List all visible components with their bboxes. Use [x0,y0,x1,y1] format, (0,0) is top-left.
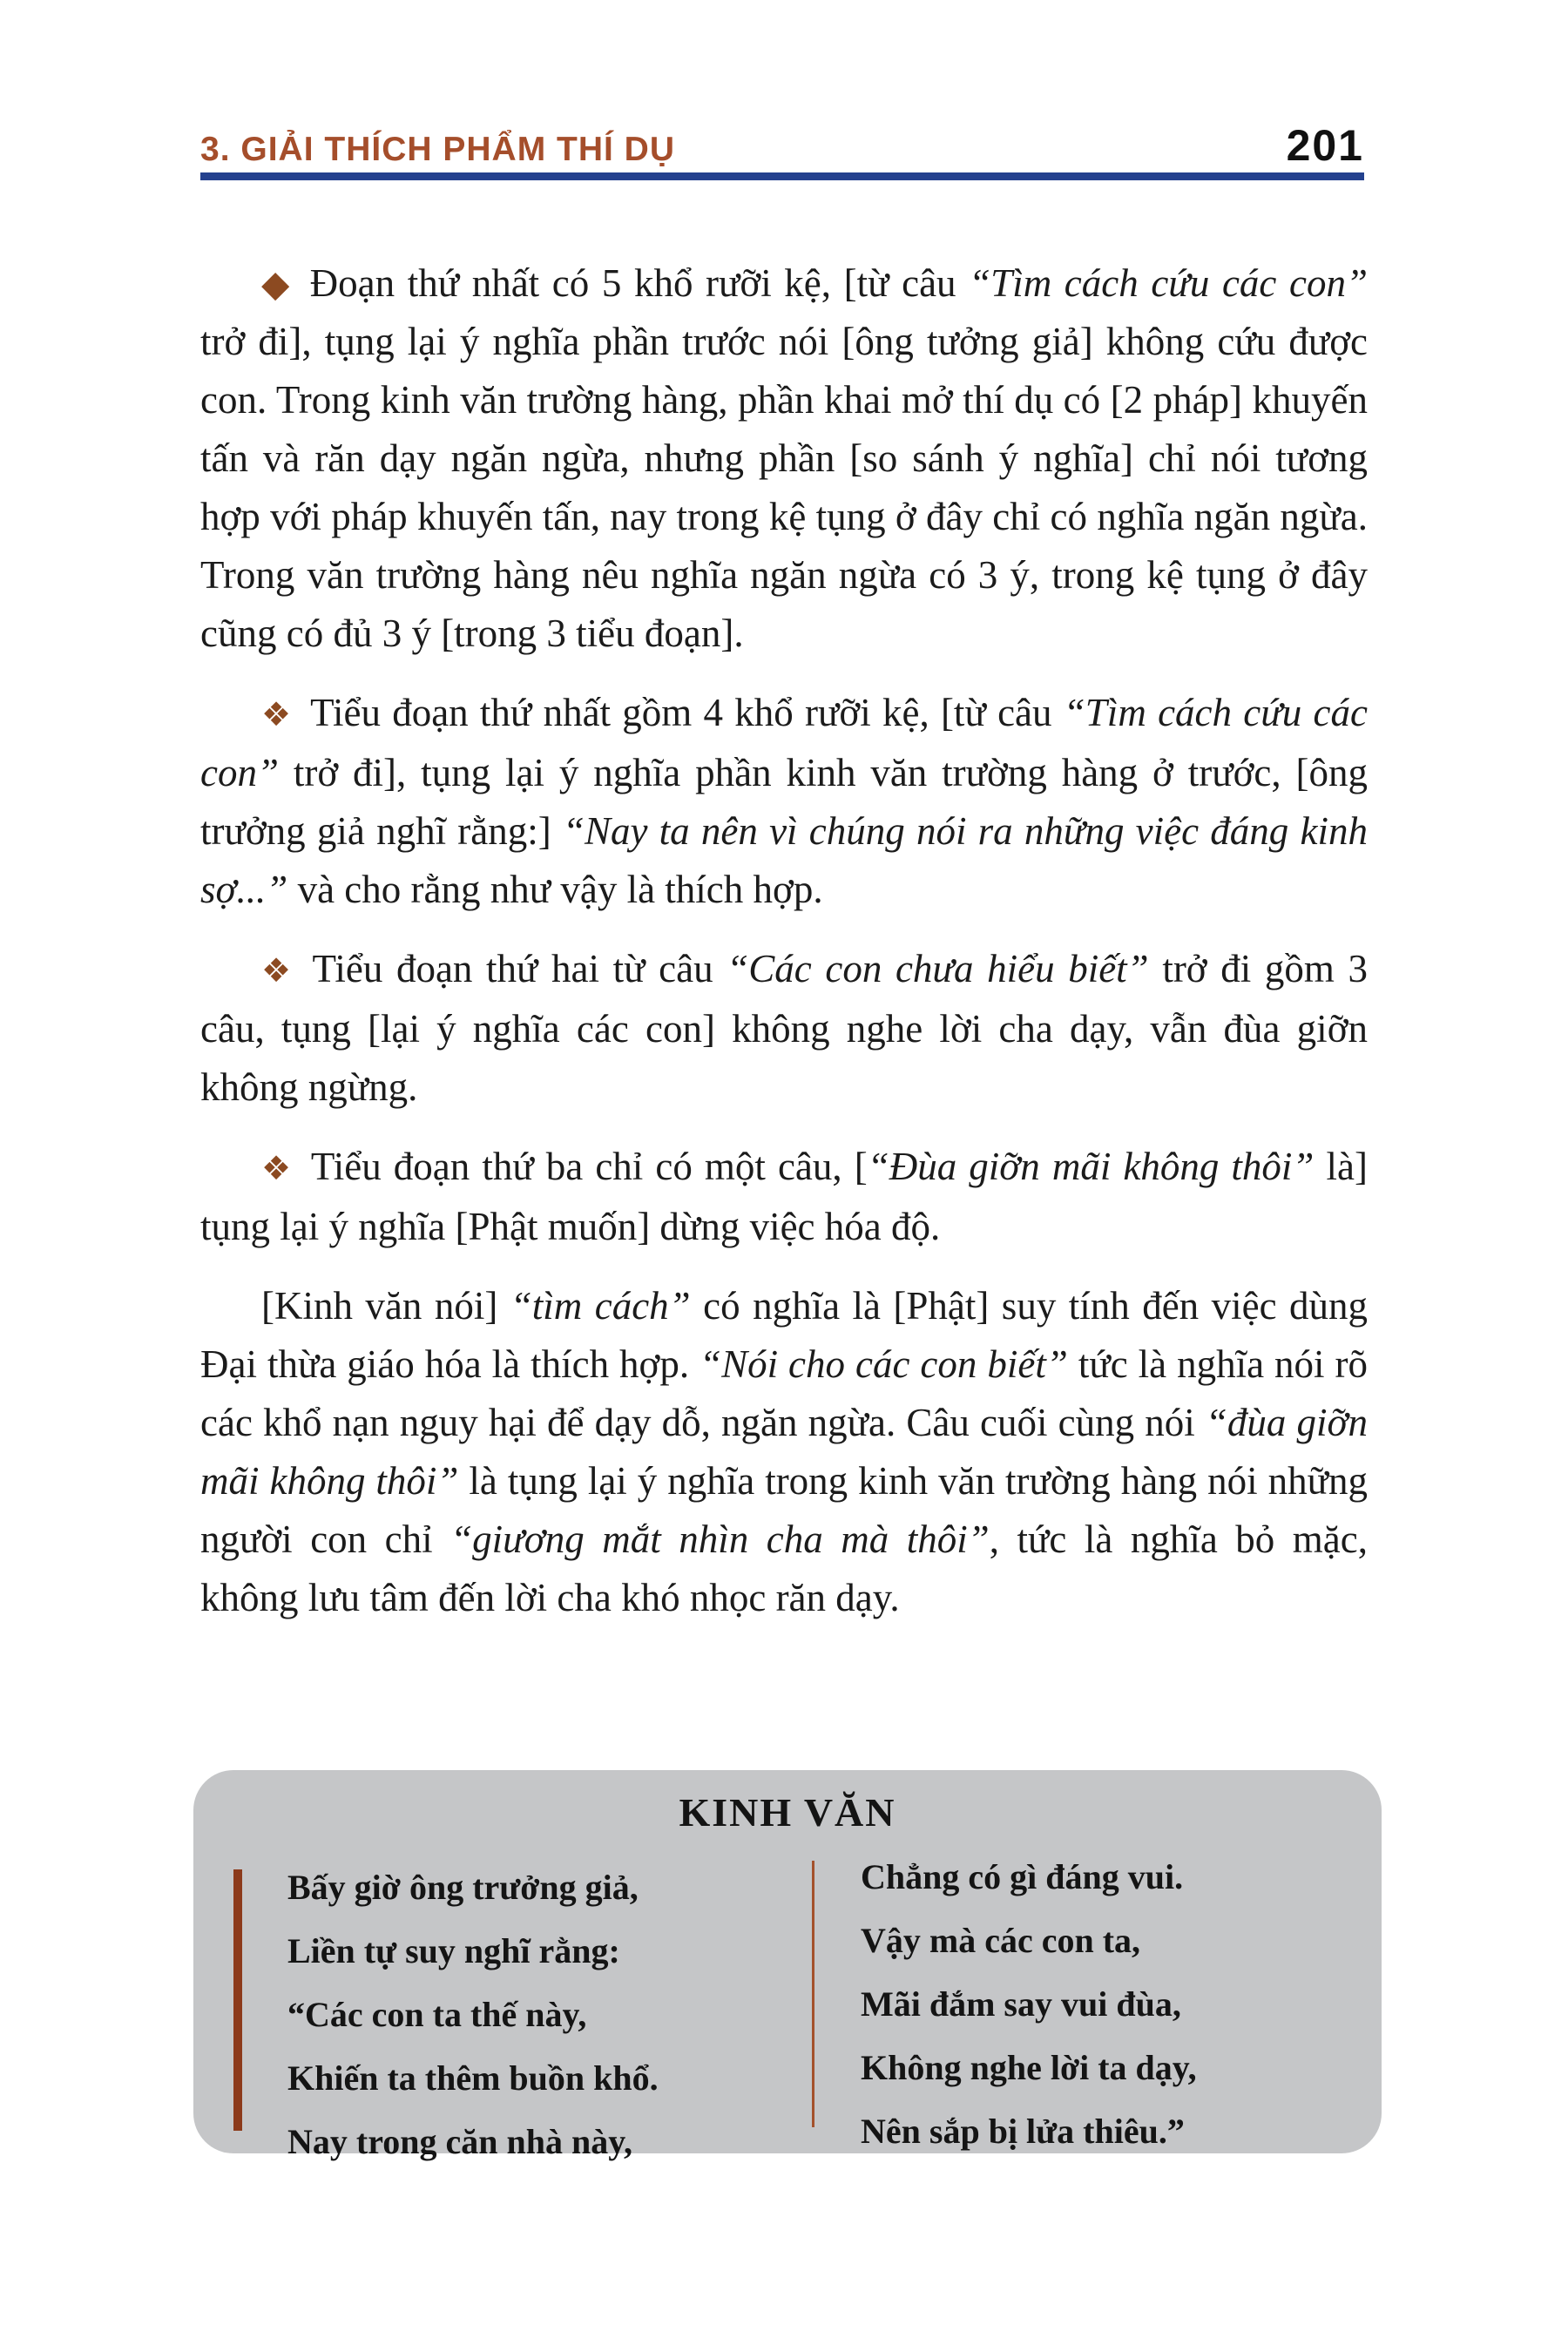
four-diamond-bullet-icon: ❖ [261,695,294,733]
verse-column-right [861,1845,1366,2163]
four-diamond-bullet-icon: ❖ [261,951,295,990]
text-run: trở đi gồm 3 câu, tụng [lại ý nghĩa các con] không nghe lời cha dạy, vẫn đùa giỡn không ngừng. [200,947,1368,1109]
paragraph [200,254,1368,663]
kinh-van-title: KINH VĂN [679,1790,896,1835]
quoted-phrase: “giương mắt nhìn cha mà thôi” [450,1517,990,1561]
column-divider [812,1861,814,2127]
quoted-phrase: “Tìm cách cứu các con” [200,691,1368,794]
verse-accent-bar [233,1869,242,2131]
text-run: trở đi], tụng lại ý nghĩa phần trước nói [ông tưởng giả] không cứu được con. Trong kinh văn trường hàng, phần khai mở thí dụ có [2 pháp] khuyến tấn và răn dạy ngăn ngừa, nhưng phần [so sánh ý nghĩa] chỉ nói tương hợp với pháp khuyến tấn, nay trong kệ tụng ở đây chỉ có nghĩa ngăn ngừa. Trong văn trường hàng nêu nghĩa ngăn ngừa có 3 ý, trong kệ tụng ở đây cũng có đủ 3 ý [trong 3 tiểu đoạn]. [200,320,1368,655]
verse-line: Liền tự suy nghĩ rằng: [287,1931,620,1970]
verse-line: Khiến ta thêm buồn khổ. [287,2058,659,2098]
verse-line: Bấy giờ ông trưởng giả, [287,1868,639,1907]
verse-line: Chẳng có gì đáng vui. [861,1857,1184,1896]
quoted-phrase: “tìm cách” [510,1284,691,1328]
quoted-phrase: “Nay ta nên vì chúng nói ra những việc đáng kinh sợ...” [200,809,1368,911]
verse-line: Mãi đắm say vui đùa, [861,1984,1181,2024]
quoted-phrase: “Tìm cách cứu các con” [969,261,1368,305]
verse-line: Nên sắp bị lửa thiêu.” [861,2112,1185,2151]
verse-line: “Các con ta thế này, [287,1995,587,2034]
verse-line: Vậy mà các con ta, [861,1921,1141,1960]
quoted-phrase: “Các con chưa hiểu biết” [727,947,1149,990]
quoted-phrase: “Đùa giỡn mãi không thôi” [867,1145,1315,1188]
verse-column-left [287,1855,793,2173]
quoted-phrase: “Nói cho các con biết” [700,1342,1068,1386]
paragraph [200,940,1368,1117]
four-diamond-bullet-icon: ❖ [261,1149,294,1187]
verse-line: Nay trong căn nhà này, [287,2122,633,2161]
text-run: là] tụng lại ý nghĩa [Phật muốn] dừng việc hóa độ. [200,1145,1368,1248]
section-title: 3. GIẢI THÍCH PHẨM THÍ DỤ [200,131,676,168]
text-run: tức là nghĩa nói rõ các khổ nạn nguy hại để dạy dỗ, ngăn ngừa. Câu cuối cùng nói [200,1342,1368,1444]
quoted-phrase: “đùa giỡn mãi không thôi” [200,1401,1368,1503]
text-run: trở đi], tụng lại ý nghĩa phần kinh văn trường hàng ở trước, [ông trưởng giả nghĩ rằng:] [200,751,1368,853]
text-run: Tiểu đoạn thứ hai từ câu [312,947,727,990]
paragraph [200,684,1368,919]
text-run: Tiểu đoạn thứ nhất gồm 4 khổ rưỡi kệ, [từ câu [310,691,1064,734]
text-run: có nghĩa là [Phật] suy tính đến việc dùng Đại thừa giáo hóa là thích hợp. [200,1284,1368,1386]
text-run: [Kinh văn nói] [261,1284,510,1328]
header-rule [200,172,1364,180]
text-run: , tức là nghĩa bỏ mặc, không lưu tâm đến lời cha khó nhọc răn dạy. [200,1517,1368,1619]
text-run: và cho rằng như vậy là thích hợp. [287,868,823,911]
text-run: là tụng lại ý nghĩa trong kinh văn trường hàng nói những người con chỉ [200,1459,1368,1561]
text-run: Tiểu đoạn thứ ba chỉ có một câu, [ [310,1145,868,1188]
diamond-bullet-icon: ◆ [261,262,293,305]
verse-line: Không nghe lời ta dạy, [861,2048,1197,2087]
text-run: Đoạn thứ nhất có 5 khổ rưỡi kệ, [từ câu [309,261,970,305]
paragraph [200,1277,1368,1627]
body-paragraphs [200,254,1368,1648]
paragraph [200,1138,1368,1256]
kinh-van-box [193,1770,1382,2161]
page-number: 201 [1286,121,1364,170]
